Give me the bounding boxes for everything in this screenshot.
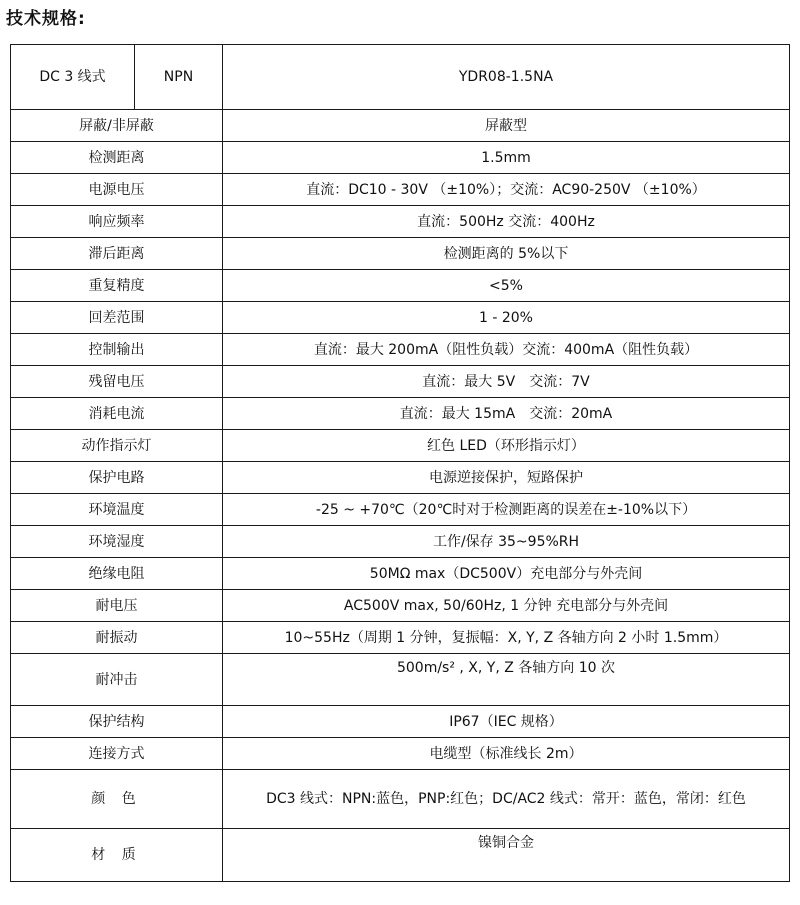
row-value: 屏蔽型 [223, 110, 790, 142]
model-cell: YDR08-1.5NA [223, 45, 790, 110]
row-value: 工作/保存 35~95%RH [223, 526, 790, 558]
table-row [11, 206, 790, 238]
row-value: -25 ~ +70℃（20℃时对于检测距离的误差在±-10%以下） [223, 494, 790, 526]
row-value: 电源逆接保护，短路保护 [223, 462, 790, 494]
row-value: 直流：DC10 - 30V （±10%）；交流：AC90-250V （±10%） [223, 174, 790, 206]
row-label: 耐振动 [11, 622, 223, 654]
table-row [11, 558, 790, 590]
row-value: AC500V max, 50/60Hz, 1 分钟 充电部分与外壳间 [223, 590, 790, 622]
row-label: 消耗电流 [11, 398, 223, 430]
row-label: 屏蔽/非屏蔽 [11, 110, 223, 142]
row-value: 1.5mm [223, 142, 790, 174]
table-row [11, 302, 790, 334]
row-label: 保护电路 [11, 462, 223, 494]
row-value: IP67（IEC 规格） [223, 706, 790, 738]
row-label: 保护结构 [11, 706, 223, 738]
table-row [11, 430, 790, 462]
table-row [11, 110, 790, 142]
table-row [11, 270, 790, 302]
table-row [11, 334, 790, 366]
table-row [11, 238, 790, 270]
table-row [11, 770, 790, 829]
table-row [11, 366, 790, 398]
spec-table [10, 44, 790, 882]
row-label: 耐冲击 [11, 654, 223, 706]
table-row [11, 462, 790, 494]
row-label: 环境湿度 [11, 526, 223, 558]
page-heading: 技术规格: [6, 9, 86, 29]
row-value: 1 - 20% [223, 302, 790, 334]
row-value: 直流：500Hz 交流：400Hz [223, 206, 790, 238]
table-row [11, 494, 790, 526]
table-row [11, 174, 790, 206]
row-value: 检测距离的 5%以下 [223, 238, 790, 270]
row-label: 响应频率 [11, 206, 223, 238]
table-row [11, 738, 790, 770]
row-label: 重复精度 [11, 270, 223, 302]
row-value: <5% [223, 270, 790, 302]
row-label: 动作指示灯 [11, 430, 223, 462]
table-row [11, 654, 790, 706]
row-label: 颜 色 [11, 770, 223, 829]
table-row [11, 398, 790, 430]
wiring-cell: DC 3 线式 [11, 45, 135, 110]
row-label: 检测距离 [11, 142, 223, 174]
row-value: DC3 线式：NPN:蓝色，PNP:红色；DC/AC2 线式：常开：蓝色，常闭：红色 [223, 770, 790, 829]
row-value: 直流：最大 5V 交流：7V [223, 366, 790, 398]
row-value: 50MΩ max（DC500V）充电部分与外壳间 [223, 558, 790, 590]
row-label: 耐电压 [11, 590, 223, 622]
table-row [11, 590, 790, 622]
row-value: 直流：最大 15mA 交流：20mA [223, 398, 790, 430]
table-row [11, 142, 790, 174]
row-value: 500m/s² , X, Y, Z 各轴方向 10 次 [223, 654, 790, 706]
table-row [11, 706, 790, 738]
row-label: 绝缘电阻 [11, 558, 223, 590]
table-header-row [11, 45, 790, 110]
row-label: 材 质 [11, 829, 223, 882]
row-label: 连接方式 [11, 738, 223, 770]
row-value: 10~55Hz（周期 1 分钟，复振幅：X, Y, Z 各轴方向 2 小时 1.5mm） [223, 622, 790, 654]
table-row [11, 829, 790, 882]
row-value: 镍铜合金 [223, 829, 790, 882]
row-value: 电缆型（标准线长 2m） [223, 738, 790, 770]
table-row [11, 622, 790, 654]
row-value: 红色 LED（环形指示灯） [223, 430, 790, 462]
row-label: 电源电压 [11, 174, 223, 206]
row-label: 滞后距离 [11, 238, 223, 270]
row-label: 回差范围 [11, 302, 223, 334]
row-value: 直流：最大 200mA（阻性负载）交流：400mA（阻性负载） [223, 334, 790, 366]
row-label: 残留电压 [11, 366, 223, 398]
row-label: 控制输出 [11, 334, 223, 366]
table-row [11, 526, 790, 558]
output-type-cell: NPN [135, 45, 223, 110]
row-label: 环境温度 [11, 494, 223, 526]
